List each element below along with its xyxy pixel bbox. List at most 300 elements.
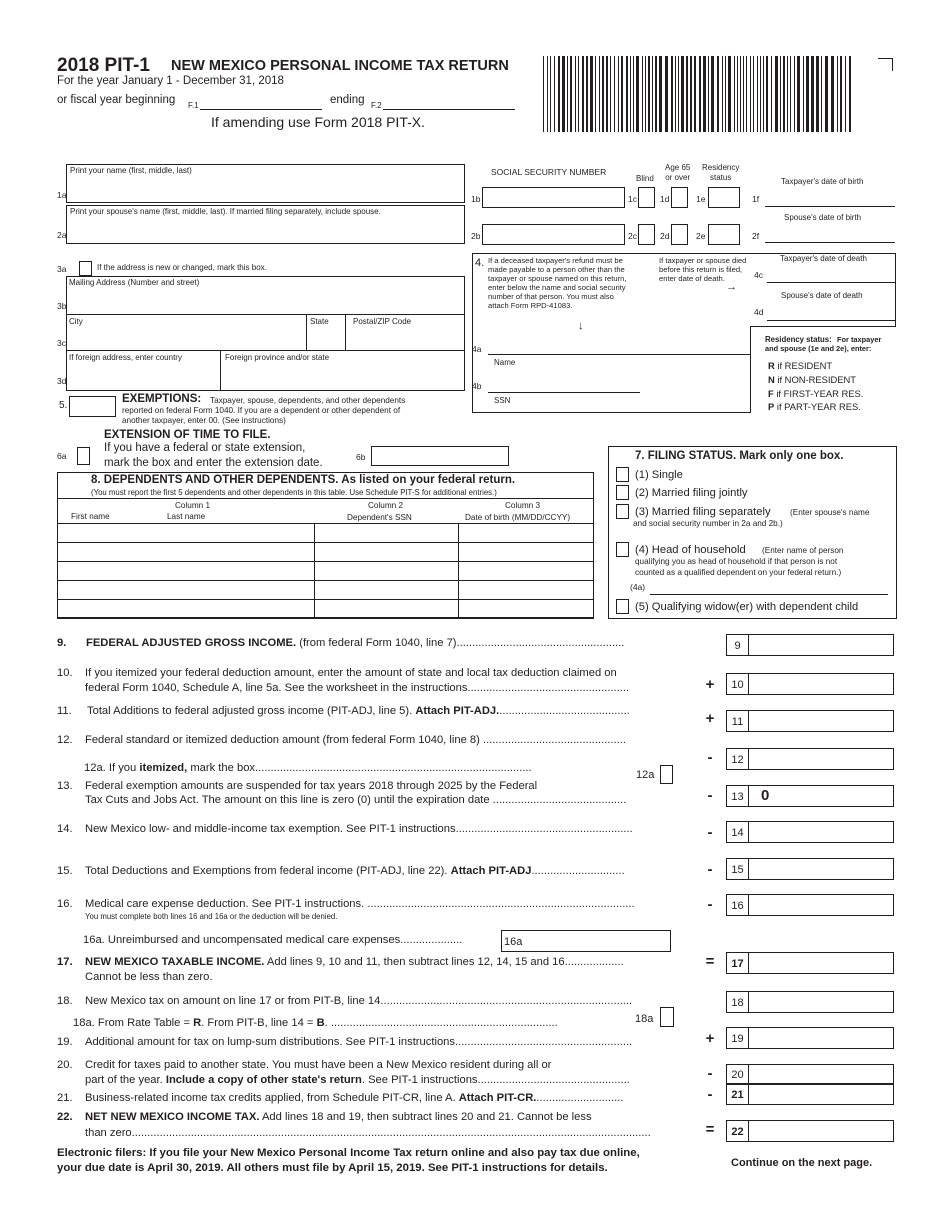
barcode-bar xyxy=(550,56,551,132)
line-11-num: 11. xyxy=(57,705,72,717)
line-13-amount-field[interactable]: 13 0 xyxy=(726,785,894,807)
filing-hoh-note-3: counted as a qualified dependent on your federal return.) xyxy=(635,568,842,577)
barcode-bar xyxy=(610,56,611,132)
dependent-name-cell[interactable] xyxy=(58,600,315,619)
line-4d-label: 4d xyxy=(754,307,764,317)
filing-separate-checkbox[interactable] xyxy=(616,504,629,519)
extension-text-2: mark the box and enter the extension date. xyxy=(104,457,323,469)
filing-hoh-note-2: qualifying you as head of household if that person is not xyxy=(635,557,838,566)
efile-note-2: your due date is April 30, 2019. All others must file by April 15, 2019. See PIT-1 instructions for details. xyxy=(57,1162,608,1174)
fiscal-year-label: or fiscal year beginning xyxy=(57,94,176,106)
line-10-text-2: federal Form 1040, Schedule A, line 5a. See the worksheet in the instructions.................................................... xyxy=(85,682,630,694)
line-2f-label: 2f xyxy=(752,231,760,241)
barcode-bar xyxy=(766,56,768,132)
line-4b-label: 4b xyxy=(472,381,482,391)
barcode-bar xyxy=(780,56,781,132)
fiscal-end-field[interactable] xyxy=(383,109,515,110)
spouse-name-label: Print your spouse's name (first, middle, last). If married filing separately, include spouse. xyxy=(70,207,381,216)
address-changed-checkbox[interactable] xyxy=(79,261,92,276)
foreign-country-label: If foreign address, enter country xyxy=(69,353,182,362)
barcode-bar xyxy=(717,56,719,132)
filing-separate-note: (Enter spouse's name xyxy=(790,508,870,517)
line-11-text: Total Additions to federal adjusted gross income (PIT-ADJ, line 5). Attach PIT-ADJ........................................... xyxy=(87,705,630,717)
line-13-value: 0 xyxy=(761,787,770,804)
spouse-blind-checkbox[interactable] xyxy=(638,224,655,245)
barcode-bar xyxy=(562,56,565,132)
barcode-bar xyxy=(757,56,758,132)
line-12a-text: 12a. If you itemized, mark the box......................................................................................... xyxy=(84,762,532,774)
barcode-bar xyxy=(821,56,822,132)
line-18-text: New Mexico tax on amount on line 17 or from PIT-B, line 14................................................................................. xyxy=(85,995,633,1007)
barcode-bar xyxy=(645,56,646,132)
col3-sub-label: Date of birth (MM/DD/CCYY) xyxy=(465,513,571,522)
line-11-amount-field[interactable]: 11 xyxy=(726,710,894,732)
barcode-bar xyxy=(775,56,778,132)
line-16a-label: 16a xyxy=(504,936,523,948)
foreign-province-label: Foreign province and/or state xyxy=(225,353,330,362)
line-17-amount-field[interactable]: 17 xyxy=(726,952,894,974)
spouse-death-field[interactable] xyxy=(767,320,895,321)
dependent-ssn-cell[interactable] xyxy=(315,600,459,619)
line-14-amount-field[interactable]: 14 xyxy=(726,821,894,843)
barcode-bar xyxy=(575,56,576,132)
line-22-equals: = xyxy=(705,1121,715,1138)
barcode-bar xyxy=(743,56,744,132)
residency-status-sub: For taxpayer and spouse (1e and 2e), enter: xyxy=(765,335,882,353)
table-row xyxy=(58,600,594,619)
barcode-bar xyxy=(790,56,791,132)
line-21-amount-field[interactable]: 21 xyxy=(726,1084,894,1105)
efile-note-1: Electronic filers: If you file your New Mexico Personal Income Tax return online and also pay tax due online, xyxy=(57,1147,640,1159)
line-20-minus: - xyxy=(707,1065,713,1082)
barcode-bar xyxy=(849,56,851,132)
barcode-bar xyxy=(737,56,738,132)
barcode-bar xyxy=(711,56,714,132)
state-label: State xyxy=(310,317,329,326)
barcode-bar xyxy=(734,56,735,132)
fiscal-begin-field[interactable] xyxy=(200,109,322,110)
zip-field[interactable] xyxy=(346,327,464,349)
payee-name-label: Name xyxy=(494,358,516,367)
dependent-name-cell[interactable] xyxy=(58,562,315,581)
payee-name-field[interactable] xyxy=(488,354,750,355)
line-19-num: 19. xyxy=(57,1036,73,1048)
barcode-bar xyxy=(642,56,643,132)
taxpayer-death-field[interactable] xyxy=(767,282,895,283)
line-15-text: Total Deductions and Exemptions from federal income (PIT-ADJ, line 22). Attach PIT-ADJ.............................. xyxy=(85,865,625,877)
address-changed-label: If the address is new or changed, mark this box. xyxy=(97,263,267,272)
spouse-ssn-field[interactable] xyxy=(482,224,625,245)
barcode-bar xyxy=(655,56,657,132)
barcode-bar xyxy=(787,56,788,132)
line-15-amount-field[interactable]: 15 xyxy=(726,858,894,880)
dependent-dob-cell[interactable] xyxy=(459,581,594,600)
deceased-instructions: If a deceased taxpayer's refund must be made payable to a person other than the taxpayer or spouse named on this return, enter below the name and social security number of that person. You must also attach Form RPD-41083. xyxy=(488,256,627,310)
rate-table-field[interactable] xyxy=(660,1007,674,1027)
barcode-bar xyxy=(803,56,804,132)
line-9-text: FEDERAL ADJUSTED GROSS INCOME. (from federal Form 1040, line 7)...................................................... xyxy=(86,637,625,649)
barcode-bar xyxy=(746,56,747,132)
line-16-num: 16. xyxy=(57,898,73,910)
right-arrow: → xyxy=(726,281,737,293)
barcode-bar xyxy=(671,56,673,132)
spouse-death-label: Spouse's date of death xyxy=(781,291,863,300)
line-19-amount-field[interactable]: 19 xyxy=(726,1027,894,1049)
line-5-label: 5. xyxy=(59,400,68,411)
spouse-name-field[interactable] xyxy=(66,205,465,244)
first-name-label: First name xyxy=(71,512,110,521)
barcode-bar xyxy=(659,56,662,132)
dependent-dob-cell[interactable] xyxy=(459,524,594,543)
barcode-bar xyxy=(614,56,615,132)
line-9-num: 9. xyxy=(57,637,67,649)
last-name-label: Last name xyxy=(167,512,206,521)
line-2e-label: 2e xyxy=(696,231,706,241)
barcode-bar xyxy=(722,56,723,132)
itemized-checkbox[interactable] xyxy=(660,765,673,784)
mailing-address-label: Mailing Address (Number and street) xyxy=(69,278,200,287)
barcode-bar xyxy=(543,56,544,132)
spouse-dob-label: Spouse's date of birth xyxy=(784,213,862,222)
table-row xyxy=(58,562,594,581)
line-2b-label: 2b xyxy=(471,231,481,241)
barcode-bar xyxy=(699,56,701,132)
line-16a-amount-field[interactable] xyxy=(501,930,671,952)
divider xyxy=(66,314,465,315)
barcode-bar xyxy=(845,56,846,132)
line-22-num: 22. xyxy=(57,1111,73,1123)
barcode-bar xyxy=(840,56,842,132)
line-1e-label: 1e xyxy=(696,194,706,204)
barcode-bar xyxy=(690,56,692,132)
filing-hoh-note: (Enter name of person xyxy=(762,546,844,555)
barcode-bar xyxy=(753,56,754,132)
spouse-age65-checkbox[interactable] xyxy=(671,224,688,245)
taxpayer-name-field[interactable] xyxy=(66,164,465,203)
line-16-note: You must complete both lines 16 and 16a or the deduction will be denied. xyxy=(85,912,338,921)
barcode-bar xyxy=(626,56,628,132)
form-id: 2018 PIT-1 xyxy=(57,55,150,76)
continue-note: Continue on the next page. xyxy=(731,1157,873,1169)
residency-code-f: F if FIRST-YEAR RES. xyxy=(768,387,864,399)
dependents-heading: 8. DEPENDENTS AND OTHER DEPENDENTS. As listed on your federal return. xyxy=(91,474,516,486)
line-10-plus: + xyxy=(705,676,715,693)
taxpayer-age65-checkbox[interactable] xyxy=(671,187,688,208)
filing-joint-label: (2) Married filing jointly xyxy=(635,487,748,499)
barcode-bar xyxy=(783,56,785,132)
divider xyxy=(57,498,594,499)
taxpayer-ssn-field[interactable] xyxy=(482,187,625,208)
filing-hoh-checkbox[interactable] xyxy=(616,542,629,557)
exemptions-text-2: reported on federal Form 1040. If you are a dependent or other dependent of xyxy=(122,406,401,415)
line-14-minus: - xyxy=(707,824,713,841)
barcode-bar xyxy=(652,56,653,132)
filing-4a-label: (4a) xyxy=(630,582,646,592)
spouse-dob-field[interactable] xyxy=(765,242,895,243)
col3-label: Column 3 xyxy=(505,501,541,510)
down-arrow: ↓ xyxy=(578,320,584,332)
barcode-bar xyxy=(606,56,608,132)
barcode-bar xyxy=(686,56,688,132)
barcode-bar xyxy=(708,56,709,132)
line-20-amount-field[interactable]: 20 xyxy=(726,1064,894,1084)
payee-ssn-label: SSN xyxy=(494,396,511,405)
line-2c-label: 2c xyxy=(628,231,637,241)
barcode-bar xyxy=(681,56,684,132)
dependents-table xyxy=(57,523,594,619)
barcode-bar xyxy=(750,56,751,132)
filing-separate-note-2: and social security number in 2a and 2b.) xyxy=(633,519,783,528)
table-row xyxy=(58,524,594,543)
dependent-dob-cell[interactable] xyxy=(459,600,594,619)
table-row xyxy=(58,581,594,600)
dependent-dob-cell[interactable] xyxy=(459,562,594,581)
line-10-amount-field[interactable]: 10 xyxy=(726,673,894,695)
line-17-equals: = xyxy=(705,953,715,970)
barcode-bar xyxy=(760,56,761,132)
foreign-province-field[interactable] xyxy=(221,363,464,390)
filing-hoh-label: (4) Head of household xyxy=(635,544,746,556)
line-13-text-2: Tax Cuts and Jobs Act. The amount on this line is zero (0) until the expiration date ........................................... xyxy=(85,794,627,806)
dependent-name-cell[interactable] xyxy=(58,524,315,543)
barcode-bar xyxy=(694,56,696,132)
dependent-ssn-cell[interactable] xyxy=(315,581,459,600)
line-16-amount-field[interactable]: 16 xyxy=(726,894,894,916)
exemptions-heading: EXEMPTIONS: xyxy=(122,393,202,405)
barcode-bar xyxy=(621,56,623,132)
barcode-bar xyxy=(648,56,650,132)
filing-single-checkbox[interactable] xyxy=(616,467,629,482)
hoh-qualifying-person-field[interactable] xyxy=(650,594,888,595)
line-18a-text: 18a. From Rate Table = R. From PIT-B, line 14 = B. ......................................................................... xyxy=(73,1017,558,1029)
col1-label: Column 1 xyxy=(175,501,211,510)
line-1f-label: 1f xyxy=(752,194,760,204)
zip-label: Postal/ZIP Code xyxy=(353,317,412,326)
barcode-bar xyxy=(567,56,568,132)
city-field[interactable] xyxy=(67,327,305,349)
barcode-bar xyxy=(797,56,800,132)
line-4a-label: 4a xyxy=(472,344,482,354)
dependent-dob-cell[interactable] xyxy=(459,543,594,562)
exemptions-text-3: another taxpayer, enter 00. (See instructions) xyxy=(122,416,286,425)
line-20-num: 20. xyxy=(57,1059,73,1071)
taxpayer-residency-field[interactable] xyxy=(708,187,740,208)
mailing-address-field[interactable] xyxy=(67,288,464,313)
line-16-text: Medical care expense deduction. See PIT-1 instructions. ...................................................................................... xyxy=(85,898,635,910)
table-row xyxy=(58,543,594,562)
barcode-bar xyxy=(547,56,548,132)
line-2d-label: 2d xyxy=(660,231,670,241)
f1-label: F.1 xyxy=(188,101,199,110)
barcode-bar xyxy=(806,56,809,132)
line-21-minus: - xyxy=(707,1086,713,1103)
line-6a-label: 6a xyxy=(57,451,67,461)
date-of-death-instructions: If taxpayer or spouse died before this return is filed, enter date of death. xyxy=(659,256,747,283)
divider xyxy=(750,326,751,413)
line-21-text: Business-related income tax credits applied, from Schedule PIT-CR, line A. Attach PIT-CR............................. xyxy=(85,1092,624,1104)
residency-status-heading: Residency status: xyxy=(765,335,832,344)
barcode-bar xyxy=(586,56,588,132)
line-17-text-2: Cannot be less than zero. xyxy=(85,971,213,983)
dependent-ssn-cell[interactable] xyxy=(315,562,459,581)
line-15-num: 15. xyxy=(57,865,73,877)
filing-status-heading: 7. FILING STATUS. Mark only one box. xyxy=(635,450,844,462)
line-17-text: NEW MEXICO TAXABLE INCOME. Add lines 9, 10 and 11, then subtract lines 12, 14, 15 and 16................... xyxy=(85,956,624,968)
residency-code-r: R if RESIDENT xyxy=(768,360,833,371)
line-17-num: 17. xyxy=(57,956,73,968)
line-18a-label: 18a xyxy=(635,1013,654,1025)
residency-codes xyxy=(768,359,863,414)
col2-sub-label: Dependent's SSN xyxy=(347,513,412,522)
line-22-amount-field[interactable]: 22 xyxy=(726,1120,894,1142)
line-12a-label: 12a xyxy=(636,769,655,781)
barcode-bar xyxy=(558,56,560,132)
payee-ssn-field[interactable] xyxy=(488,392,640,393)
line-16-minus: - xyxy=(707,896,713,913)
line-12-text: Federal standard or itemized deduction amount (from federal Form 1040, line 8) .............................................. xyxy=(85,734,626,746)
line-13-num: 13. xyxy=(57,780,73,792)
extension-text-1: If you have a federal or state extension, xyxy=(104,442,306,454)
barcode-bar xyxy=(665,56,668,132)
tax-period: For the year January 1 - December 31, 2018 xyxy=(57,75,284,87)
line-10-num: 10. xyxy=(57,667,73,679)
line-14-text: New Mexico low- and middle-income tax exemption. See PIT-1 instructions......................................................... xyxy=(85,823,633,835)
line-2a-label: 2a xyxy=(57,230,67,240)
line-22-text: NET NEW MEXICO INCOME TAX. Add lines 18 and 19, then subtract lines 20 and 21. Cannot be less xyxy=(85,1111,592,1123)
barcode-bar xyxy=(728,56,731,132)
residency-code-n: N if NON-RESIDENT xyxy=(768,373,857,385)
extension-heading: EXTENSION OF TIME TO FILE. xyxy=(104,429,271,441)
barcode-bar xyxy=(771,56,772,132)
line-13-text-1: Federal exemption amounts are suspended for tax years 2018 through 2025 by the Federal xyxy=(85,780,538,792)
barcode-bar xyxy=(675,56,676,132)
line-19-text: Additional amount for tax on lump-sum distributions. See PIT-1 instructions......................................................... xyxy=(85,1036,633,1048)
line-3a-label: 3a xyxy=(57,264,67,274)
barcode-bar xyxy=(602,56,604,132)
line-12-num: 12. xyxy=(57,734,73,746)
line-20-text-1: Credit for taxes paid to another state. You must have been a New Mexico resident during all or xyxy=(85,1059,552,1071)
line-18-amount-field[interactable]: 18 xyxy=(726,991,894,1013)
exemptions-text-1: Taxpayer, spouse, dependents, and other dependents xyxy=(210,396,406,405)
divider xyxy=(472,412,750,413)
line-19-plus: + xyxy=(705,1030,715,1047)
barcode-bar xyxy=(554,56,555,132)
residency-header: Residency status xyxy=(702,163,740,182)
ending-label: ending xyxy=(330,94,365,106)
barcode xyxy=(543,56,853,132)
blind-header: Blind xyxy=(636,174,654,183)
divider xyxy=(66,350,465,351)
f2-label: F.2 xyxy=(371,101,382,110)
state-field[interactable] xyxy=(307,327,344,349)
extension-checkbox[interactable] xyxy=(77,447,90,465)
barcode-bar xyxy=(618,56,619,132)
barcode-bar xyxy=(811,56,814,132)
line-21-num: 21. xyxy=(57,1092,73,1104)
barcode-bar xyxy=(633,56,634,132)
divider xyxy=(750,326,896,327)
barcode-bar xyxy=(740,56,741,132)
barcode-bar xyxy=(703,56,706,132)
extension-date-field[interactable] xyxy=(371,446,509,466)
line-3d-label: 3d xyxy=(57,376,67,386)
line-20-text-2: part of the year. Include a copy of other state's return. See PIT-1 instructions................................................. xyxy=(85,1074,630,1086)
line-14-num: 14. xyxy=(57,823,73,835)
line-1c-label: 1c xyxy=(628,194,637,204)
form-title: NEW MEXICO PERSONAL INCOME TAX RETURN xyxy=(171,58,509,74)
barcode-bar xyxy=(831,56,834,132)
barcode-bar xyxy=(816,56,819,132)
taxpayer-dob-field[interactable] xyxy=(765,206,895,207)
barcode-bar xyxy=(630,56,631,132)
line-10-text-1: If you itemized your federal deduction amount, enter the amount of state and local tax deduction claimed on xyxy=(85,667,617,679)
dependent-name-cell[interactable] xyxy=(58,543,315,562)
exemptions-field[interactable] xyxy=(69,396,116,417)
corner-mark xyxy=(878,58,893,71)
age65-header: Age 65 or over xyxy=(665,163,691,182)
taxpayer-dob-label: Taxpayer's date of birth xyxy=(781,177,864,186)
filing-widow-checkbox[interactable] xyxy=(616,599,629,614)
line-1b-label: 1b xyxy=(471,194,481,204)
line-11-plus: + xyxy=(705,710,715,727)
barcode-bar xyxy=(636,56,639,132)
city-label: City xyxy=(69,317,83,326)
barcode-bar xyxy=(578,56,579,132)
col2-label: Column 2 xyxy=(368,501,404,510)
line-6b-label: 6b xyxy=(356,452,366,462)
foreign-country-field[interactable] xyxy=(67,363,219,390)
line-9-amount-field[interactable]: 9 xyxy=(726,634,894,656)
filing-single-label: (1) Single xyxy=(635,469,683,481)
taxpayer-name-label: Print your name (first, middle, last) xyxy=(70,166,192,175)
line-1a-label: 1a xyxy=(57,190,67,200)
barcode-bar xyxy=(794,56,795,132)
barcode-bar xyxy=(725,56,726,132)
barcode-bar xyxy=(837,56,838,132)
spouse-residency-field[interactable] xyxy=(708,224,740,245)
filing-widow-label: (5) Qualifying widow(er) with dependent child xyxy=(635,601,859,613)
line-4-number: 4. xyxy=(475,257,485,269)
line-12-minus: - xyxy=(707,749,713,766)
dependent-ssn-cell[interactable] xyxy=(315,524,459,543)
line-12-amount-field[interactable]: 12 xyxy=(726,748,894,770)
taxpayer-death-label: Taxpayer's date of death xyxy=(780,254,867,263)
dependent-name-cell[interactable] xyxy=(58,581,315,600)
dependent-ssn-cell[interactable] xyxy=(315,543,459,562)
line-18-num: 18. xyxy=(57,995,73,1007)
dependents-note: (You must report the first 5 dependents and other dependents in this table. Use Schedule PIT-S for additional entries.) xyxy=(91,488,497,497)
amending-note: If amending use Form 2018 PIT-X. xyxy=(211,114,425,130)
taxpayer-blind-checkbox[interactable] xyxy=(638,187,655,208)
residency-code-p: P if PART-YEAR RES. xyxy=(768,401,861,413)
line-3b-label: 3b xyxy=(57,301,67,311)
filing-joint-checkbox[interactable] xyxy=(616,485,629,500)
line-3c-label: 3c xyxy=(57,338,66,348)
barcode-bar xyxy=(582,56,584,132)
barcode-bar xyxy=(763,56,764,132)
filing-separate-label: (3) Married filing separately xyxy=(635,506,771,518)
barcode-bar xyxy=(590,56,593,132)
barcode-bar xyxy=(599,56,600,132)
line-4c-label: 4c xyxy=(754,270,763,280)
barcode-bar xyxy=(678,56,679,132)
line-13-minus: - xyxy=(707,787,713,804)
line-16a-text: 16a. Unreimbursed and uncompensated medical care expenses.................... xyxy=(83,934,463,946)
barcode-bar xyxy=(595,56,596,132)
line-22-text-2: than zero....................................................................................................................................................................... xyxy=(85,1127,651,1139)
divider xyxy=(895,253,896,327)
line-1d-label: 1d xyxy=(660,194,670,204)
